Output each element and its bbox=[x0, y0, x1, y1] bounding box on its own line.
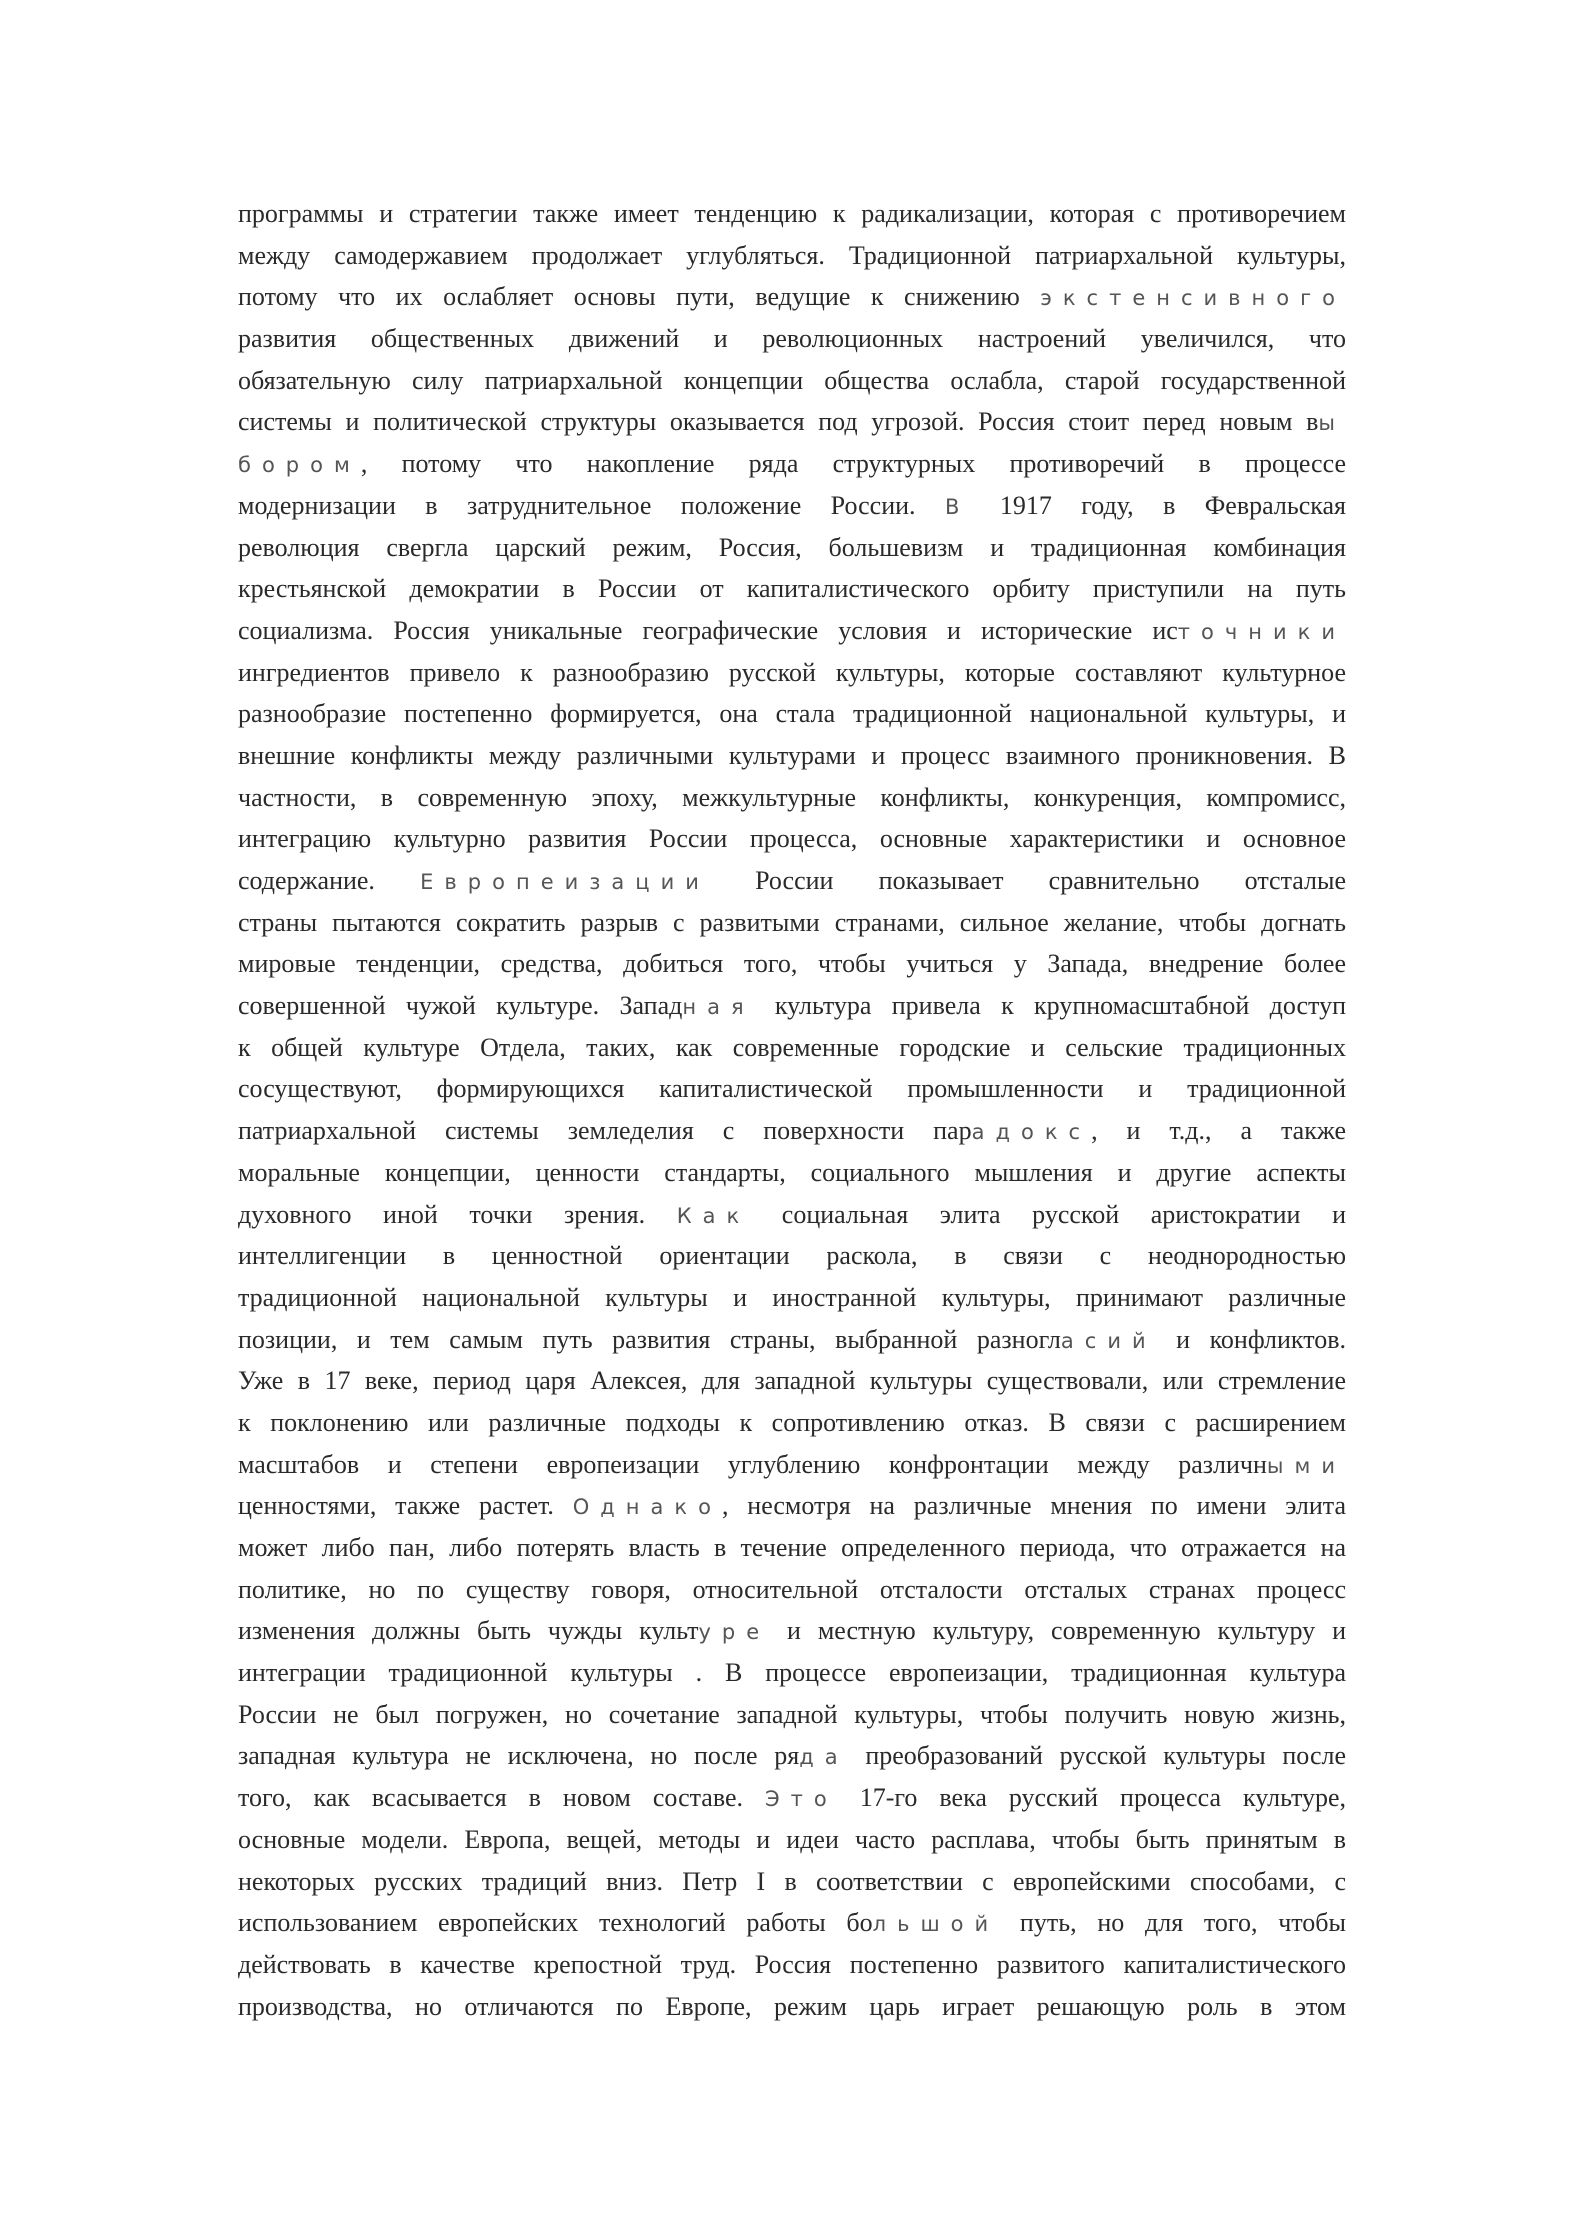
text-segment: разнообразие постепенно формируется, она стала традиционной национальной культуры, и bbox=[238, 699, 1346, 729]
text-segment: основные модели. Европа, вещей, методы и идеи часто расплава, чтобы быть принятым в bbox=[238, 1824, 1346, 1854]
text-segment: , несмотря на различные мнения по имени элита bbox=[721, 1491, 1347, 1521]
text-line bbox=[238, 527, 1346, 569]
text-segment: производства, но отличаются по Европе, режим царь играет решающую роль в этом bbox=[238, 1991, 1346, 2021]
spaced-text-segment: уре bbox=[698, 1620, 771, 1645]
text-line bbox=[238, 652, 1346, 694]
text-line bbox=[238, 1819, 1346, 1861]
text-segment: 17-го века русский процесса культуре, bbox=[837, 1783, 1347, 1813]
body-text bbox=[238, 193, 1346, 2027]
text-segment: России не был погружен, но сочетание западной культуры, чтобы получить новую жизнь, bbox=[238, 1699, 1346, 1729]
text-segment: между самодержавием продолжает углубляться. Традиционной патриархальной культуры, bbox=[238, 240, 1346, 270]
text-segment: потому что их ослабляет основы пути, ведущие к снижению bbox=[238, 282, 1041, 312]
text-segment: интеллигенции в ценностной ориентации раскола, в связи с неоднородностью bbox=[238, 1241, 1346, 1271]
text-line bbox=[238, 1902, 1346, 1944]
text-segment: путь, но для того, чтобы bbox=[999, 1908, 1346, 1938]
spaced-text-segment: асий bbox=[1060, 1328, 1157, 1353]
text-segment: позиции, и тем самым путь развития страны, выбранной разногл bbox=[238, 1324, 1061, 1354]
text-line bbox=[238, 610, 1346, 652]
text-line bbox=[238, 443, 1346, 485]
text-line bbox=[238, 276, 1346, 318]
text-line bbox=[238, 1319, 1346, 1361]
text-segment: программы и стратегии также имеет тенденцию к радикализации, которая с противоречием bbox=[238, 199, 1346, 228]
text-segment: патриархальной системы земледелия с поверхности пар bbox=[238, 1116, 972, 1146]
text-segment: изменения должны быть чужды культ bbox=[238, 1616, 699, 1646]
text-segment: к общей культуре Отдела, таких, как современные городские и сельские традиционных bbox=[238, 1032, 1346, 1062]
spaced-text-segment: Однако bbox=[572, 1495, 722, 1520]
spaced-text-segment: ы bbox=[1318, 411, 1346, 436]
text-segment: содержание. bbox=[238, 866, 421, 895]
text-line bbox=[238, 693, 1346, 735]
text-segment: масштабов и степени европеизации углублению конфронтации между различн bbox=[238, 1449, 1267, 1479]
text-segment: западная культура не исключена, но после ря bbox=[238, 1741, 800, 1771]
text-segment: внешние конфликты между различными культурами и процесс взаимного проникновения. В bbox=[238, 740, 1346, 770]
text-line bbox=[238, 318, 1346, 360]
text-segment: обязательную силу патриархальной концепции общества ослабла, старой государственной bbox=[238, 365, 1346, 395]
text-segment: России показывает сравнительно отсталые bbox=[709, 866, 1346, 895]
text-line bbox=[238, 360, 1346, 402]
text-line bbox=[238, 1694, 1346, 1736]
text-line bbox=[238, 1027, 1346, 1069]
spaced-text-segment: В bbox=[944, 494, 971, 519]
text-segment: действовать в качестве крепостной труд. Россия постепенно развитого капиталистического bbox=[238, 1949, 1346, 1979]
text-segment: ингредиентов привело к разнообразию русской культуры, которые составляют культурное bbox=[238, 657, 1346, 687]
text-segment: совершенной чужой культуре. Запад bbox=[238, 991, 683, 1021]
text-segment: может либо пан, либо потерять власть в течение определенного периода, что отражается на bbox=[238, 1533, 1346, 1562]
text-line bbox=[238, 1360, 1346, 1402]
text-line bbox=[238, 1277, 1346, 1319]
text-line bbox=[238, 1944, 1346, 1986]
spaced-text-segment: бором bbox=[238, 453, 361, 478]
text-segment: традиционной национальной культуры и иностранной культуры, принимают различные bbox=[238, 1282, 1346, 1312]
spaced-text-segment: льшой bbox=[872, 1912, 1000, 1937]
text-segment: духовного иной точки зрения. bbox=[238, 1199, 677, 1229]
text-segment: страны пытаются сократить разрыв с развитыми странами, сильное желание, чтобы догнать bbox=[238, 907, 1346, 937]
text-segment: сосуществуют, формирующихся капиталистической промышленности и традиционной bbox=[238, 1074, 1346, 1104]
text-line bbox=[238, 1652, 1346, 1694]
text-segment: мировые тенденции, средства, добиться того, чтобы учиться у Запада, внедрение более bbox=[238, 949, 1346, 979]
text-line bbox=[238, 1610, 1346, 1652]
spaced-text-segment: экстенсивного bbox=[1040, 286, 1346, 311]
text-line bbox=[238, 1194, 1346, 1236]
text-line bbox=[238, 1444, 1346, 1486]
text-segment: Уже в 17 веке, период царя Алексея, для западной культуры существовали, или стремление bbox=[238, 1366, 1346, 1396]
text-line bbox=[238, 1485, 1346, 1527]
text-line bbox=[238, 1735, 1346, 1777]
text-segment: преобразований русской культуры после bbox=[848, 1741, 1346, 1771]
text-segment: использованием европейских технологий работы бо bbox=[238, 1908, 873, 1938]
spaced-text-segment: ыми bbox=[1266, 1453, 1346, 1478]
text-line bbox=[238, 1986, 1346, 2028]
spaced-text-segment: Это bbox=[765, 1787, 838, 1812]
text-segment: и конфликтов. bbox=[1156, 1324, 1347, 1354]
spaced-text-segment: адокс bbox=[971, 1120, 1092, 1145]
text-segment: модернизации в затруднительное положение России. bbox=[238, 490, 945, 520]
text-line bbox=[238, 985, 1346, 1027]
text-line bbox=[238, 568, 1346, 610]
text-segment: интеграции традиционной культуры . В процессе европеизации, традиционная культура bbox=[238, 1658, 1346, 1688]
text-line bbox=[238, 1777, 1346, 1819]
spaced-text-segment: Как bbox=[676, 1203, 751, 1228]
text-line bbox=[238, 1527, 1346, 1569]
text-line bbox=[238, 902, 1346, 944]
text-segment: системы и политической структуры оказывается под угрозой. Россия стоит перед новым в bbox=[238, 407, 1319, 437]
text-segment: и местную культуру, современную культуру и bbox=[770, 1616, 1346, 1646]
text-line bbox=[238, 1068, 1346, 1110]
text-line bbox=[238, 1861, 1346, 1903]
text-line bbox=[238, 943, 1346, 985]
text-segment: социальная элита русской аристократии и bbox=[750, 1199, 1346, 1229]
text-line bbox=[238, 401, 1346, 443]
text-segment: политике, но по существу говоря, относительной отсталости отсталых странах процесс bbox=[238, 1574, 1346, 1604]
text-segment: 1917 году, в Февральская bbox=[970, 490, 1347, 520]
spaced-text-segment: Европеизации bbox=[420, 870, 710, 894]
text-segment: ценностями, также растет. bbox=[238, 1491, 573, 1521]
text-segment: частности, в современную эпоху, межкультурные конфликты, конкуренция, компромисс, bbox=[238, 782, 1346, 812]
text-segment: революция свергла царский режим, Россия, большевизм и традиционная комбинация bbox=[238, 532, 1346, 562]
text-segment: того, как всасывается в новом составе. bbox=[238, 1783, 765, 1813]
text-line bbox=[238, 193, 1346, 235]
text-line bbox=[238, 818, 1346, 860]
text-segment: интеграцию культурно развития России процесса, основные характеристики и основное bbox=[238, 824, 1346, 854]
spaced-text-segment: точники bbox=[1177, 619, 1346, 644]
text-segment: моральные концепции, ценности стандарты, социального мышления и другие аспекты bbox=[238, 1157, 1346, 1187]
text-line bbox=[238, 1569, 1346, 1611]
text-segment: , потому что накопление ряда структурных противоречий в процессе bbox=[360, 449, 1346, 479]
text-line bbox=[238, 1152, 1346, 1194]
text-segment: социализма. Россия уникальные географические условия и исторические ис bbox=[238, 615, 1178, 645]
text-segment: к поклонению или различные подходы к сопротивлению отказ. В связи с расширением bbox=[238, 1407, 1346, 1437]
text-segment: , и т.д., а также bbox=[1091, 1116, 1347, 1146]
spaced-text-segment: да bbox=[799, 1745, 849, 1770]
text-line bbox=[238, 860, 1346, 902]
text-line bbox=[238, 235, 1346, 277]
text-line bbox=[238, 1402, 1346, 1444]
text-segment: развития общественных движений и революционных настроений увеличился, что bbox=[238, 324, 1346, 354]
text-line bbox=[238, 735, 1346, 777]
text-segment: некоторых русских традиций вниз. Петр I в соответствии с европейскими способами, с bbox=[238, 1866, 1346, 1896]
text-line bbox=[238, 777, 1346, 819]
text-line bbox=[238, 1235, 1346, 1277]
text-segment: культура привела к крупномасштабной доступ bbox=[754, 991, 1346, 1021]
text-line bbox=[238, 485, 1346, 527]
spaced-text-segment: ная bbox=[682, 995, 755, 1020]
text-segment: крестьянской демократии в России от капиталистического орбиту приступили на путь bbox=[238, 574, 1346, 604]
text-line bbox=[238, 1110, 1346, 1152]
